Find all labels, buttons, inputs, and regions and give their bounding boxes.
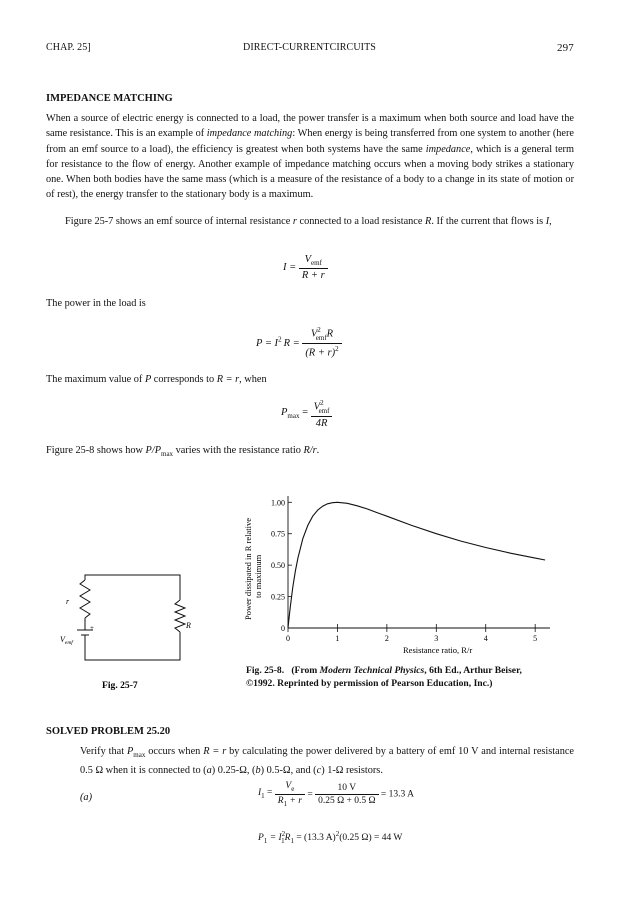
fig-25-8-caption: Fig. 25-8. (From Modern Technical Physics, 6th Ed., Arthur Beiser, ©1992. Reprinted by permission of Pearson Education, Inc.) bbox=[246, 665, 522, 689]
chart-ylabel-line1: Power dissipated in R relative bbox=[243, 518, 253, 620]
paragraph-figure-25-7: Figure 25-7 shows an emf source of internal resistance r connected to a load resistance R. If the current that flows is I, bbox=[65, 216, 552, 227]
chart-xlabel: Resistance ratio, R/r bbox=[403, 645, 473, 655]
running-head-title: DIRECT-CURRENTCIRCUITS bbox=[243, 42, 376, 53]
circuit-diagram bbox=[60, 570, 210, 695]
x-tick-label: 5 bbox=[533, 634, 538, 643]
y-tick-label: 0.75 bbox=[271, 529, 285, 539]
solved-problem-title: SOLVED PROBLEM 25.20 bbox=[46, 726, 171, 737]
chart-ylabel-line2: to maximum bbox=[253, 554, 263, 598]
internal-resistor-r bbox=[80, 580, 90, 618]
x-tick-label: 2 bbox=[384, 634, 389, 643]
label-r: r bbox=[66, 597, 70, 606]
equation-power-load: $P = I^2$ R = $\frac{V^2_{emf}R}{(R + r)^2}$ bbox=[256, 326, 342, 358]
x-tick-label: 1 bbox=[335, 634, 340, 643]
part-a-label: (a) bbox=[80, 792, 93, 803]
equation-pmax: $P_{max}$ = $\frac{V^2_{emf}}{4R}$ bbox=[281, 399, 332, 429]
y-tick-label: 0 bbox=[281, 624, 285, 633]
maximum-value-text: The maximum value of P corresponds to R = r, when bbox=[46, 374, 267, 385]
label-plus: + bbox=[90, 624, 94, 632]
x-tick-label: 0 bbox=[286, 634, 290, 643]
page-number: 297 bbox=[557, 42, 574, 54]
fig-25-7-caption: Fig. 25-7 bbox=[102, 680, 138, 691]
equation-current-a: $I_1$ = $\frac{V_e}{R_1 + r}$ = $\frac{10 V}{0.25 \Omega + 0.5 \Omega}$ = 13.3 A bbox=[258, 781, 414, 808]
x-tick-label: 3 bbox=[434, 634, 439, 643]
y-tick-label: 0.50 bbox=[271, 561, 285, 571]
y-tick-label: 1.00 bbox=[271, 498, 285, 508]
paragraph-impedance: When a source of electric energy is connected to a load, the power transfer is a maximum when both source and load have the same resistance. This is an example of impedance matching: When energy is being transferred from one system to another (here from an emf source to a load), the efficiency is greatest when both systems have the same impedance, which is a general term for resistance to the flow of energy. Another example of impedance matching occurs when a moving body strikes a stationary one. When both bodies have the same mass (which is a measure of the resistance of a body to a change in its state of motion or of rest), the energy transfer to the stationary body is a maximum. bbox=[46, 113, 575, 201]
power-ratio-chart bbox=[230, 488, 560, 658]
bottom-wire bbox=[85, 632, 180, 660]
label-vemf: $V_{emf}$ bbox=[60, 635, 73, 646]
problem-statement: Verify that $P_{max}$ occurs when R = r by calculating the power delivered by a battery of emf 10 V and internal resistance 0.5 Ω when it is connected to (a) 0.25-Ω, (b) 0.5-Ω, and (c) 1-Ω resistors. bbox=[80, 746, 574, 777]
section-title: IMPEDANCE MATCHING bbox=[46, 93, 173, 104]
series-line bbox=[288, 502, 545, 628]
equation-current: I = $\frac{V_{emf}}{R + r}$ bbox=[283, 254, 328, 281]
power-in-load-text: The power in the load is bbox=[46, 298, 146, 309]
label-R: R bbox=[186, 621, 191, 630]
running-head-chapter: CHAP. 25] bbox=[46, 42, 91, 53]
figure-25-8-text: Figure 25-8 shows how $P/P_{max}$ varies with the resistance ratio R/r. bbox=[46, 445, 320, 459]
load-resistor-R bbox=[175, 600, 185, 632]
equation-power-a: $P_1 = I^2_1R_1 = (13.3$ A)$^2$(0.25 Ω) = 44 W bbox=[258, 830, 403, 846]
x-tick-label: 4 bbox=[483, 634, 488, 643]
top-wire bbox=[85, 575, 180, 600]
y-tick-label: 0.25 bbox=[271, 592, 285, 602]
